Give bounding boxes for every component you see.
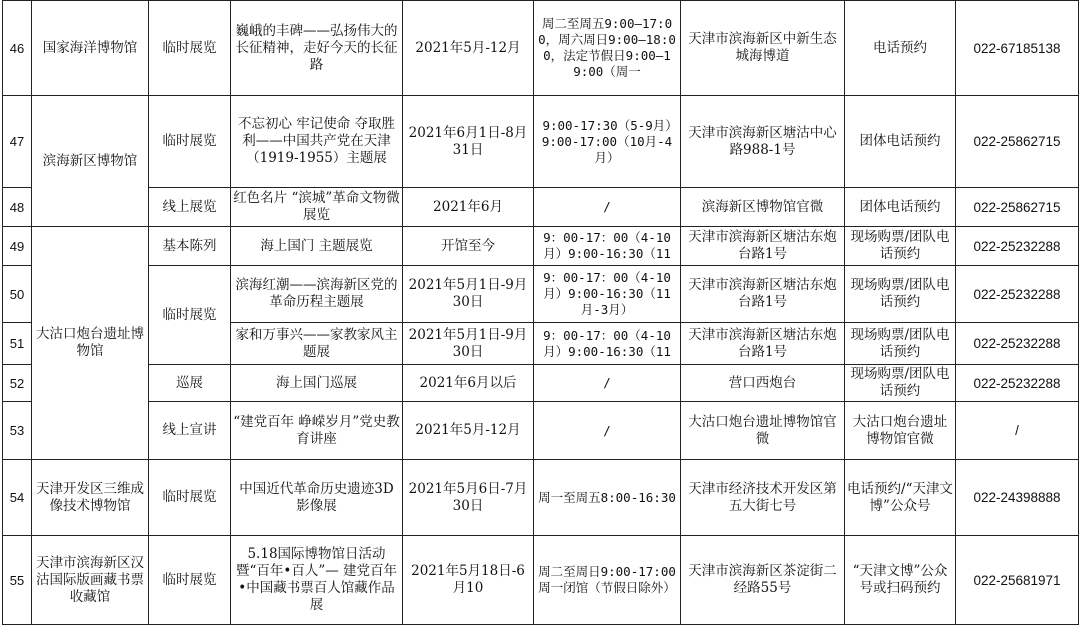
museum-name: 大沽口炮台遗址博物馆 xyxy=(32,227,149,460)
museum-name: 天津市滨海新区汉沽国际版画藏书票收藏馆 xyxy=(32,536,149,625)
contact-phone: 022-25862715 xyxy=(956,188,1079,227)
contact-phone: 022-25232288 xyxy=(956,323,1079,365)
table-row xyxy=(3,1,1079,96)
table-row xyxy=(3,227,1079,266)
booking-method: 现场购票/团队电话预约 xyxy=(845,227,956,266)
booking-method: 电话预约/“天津文博”公众号 xyxy=(845,460,956,536)
address: 大沽口炮台遗址博物馆官微 xyxy=(681,402,845,460)
exhibition-type: 临时展览 xyxy=(149,266,231,365)
booking-method: 团体电话预约 xyxy=(845,188,956,227)
contact-phone: 022-25232288 xyxy=(956,227,1079,266)
opening-hours: 9：00-17：00（4-10月）9:00-16:30（11月-3月） xyxy=(534,266,681,323)
exhibition-type: 临时展览 xyxy=(149,460,231,536)
exhibition-period: 2021年5月1日-9月30日 xyxy=(403,323,534,365)
contact-phone: / xyxy=(956,402,1079,460)
exhibition-title: 红色名片 “滨城”革命文物微展览 xyxy=(231,188,403,227)
table-row xyxy=(3,266,1079,323)
exhibition-period: 2021年5月-12月 xyxy=(403,1,534,96)
table-row xyxy=(3,402,1079,460)
exhibition-period: 2021年6月 xyxy=(403,188,534,227)
row-number: 55 xyxy=(3,536,32,625)
contact-phone: 022-67185138 xyxy=(956,1,1079,96)
contact-phone: 022-25232288 xyxy=(956,365,1079,402)
opening-hours: / xyxy=(534,402,681,460)
exhibition-type: 临时展览 xyxy=(149,536,231,625)
table-row xyxy=(3,460,1079,536)
booking-method: 现场购票/团队电话预约 xyxy=(845,323,956,365)
exhibition-period: 2021年5月6日-7月30日 xyxy=(403,460,534,536)
exhibition-period: 2021年5月1日-9月30日 xyxy=(403,266,534,323)
address: 天津市滨海新区塘沽东炮台路1号 xyxy=(681,266,845,323)
opening-hours: 周二至周日9:00-17:00周一闭馆（节假日除外） xyxy=(534,536,681,625)
opening-hours: / xyxy=(534,188,681,227)
museum-name: 国家海洋博物馆 xyxy=(32,1,149,96)
address: 天津市滨海新区中新生态城海博道 xyxy=(681,1,845,96)
museum-name: 滨海新区博物馆 xyxy=(32,96,149,227)
row-number: 51 xyxy=(3,323,32,365)
opening-hours: 9：00-17：00（4-10月）9:00-16:30（11 xyxy=(543,327,671,359)
exhibition-title: 滨海红潮——滨海新区党的革命历程主题展 xyxy=(231,266,403,323)
exhibition-title: 海上国门巡展 xyxy=(231,365,403,402)
row-number: 50 xyxy=(3,266,32,323)
table-row xyxy=(3,365,1079,402)
table-row xyxy=(3,96,1079,188)
booking-method: 大沽口炮台遗址博物馆官微 xyxy=(845,402,956,460)
exhibition-period: 2021年5月-12月 xyxy=(403,402,534,460)
exhibition-period: 2021年6月以后 xyxy=(403,365,534,402)
exhibition-title: 不忘初心 牢记使命 夺取胜利——中国共产党在天津（1919-1955）主题展 xyxy=(231,96,403,188)
exhibition-title: “建党百年 峥嵘岁月”党史教育讲座 xyxy=(231,402,403,460)
exhibition-type: 基本陈列 xyxy=(149,227,231,266)
booking-method: 电话预约 xyxy=(845,1,956,96)
address: 营口西炮台 xyxy=(681,365,845,402)
row-number: 47 xyxy=(3,96,32,188)
booking-method: 现场购票/团队电话预约 xyxy=(845,266,956,323)
contact-phone: 022-25862715 xyxy=(956,96,1079,188)
exhibition-title: 中国近代革命历史遗迹3D影像展 xyxy=(231,460,403,536)
opening-hours: 周一至周五8:00-16:30 xyxy=(534,460,681,536)
booking-method: 团体电话预约 xyxy=(845,96,956,188)
exhibition-title: 海上国门 主题展览 xyxy=(231,227,403,266)
address: 天津市滨海新区塘沽中心路988-1号 xyxy=(681,96,845,188)
exhibition-type: 线上展览 xyxy=(149,188,231,227)
opening-hours: 周二至周五9:00—17:00，周六周日9:00—18:00，法定节假日9:00—19:00（周一 xyxy=(538,16,676,79)
opening-hours: / xyxy=(534,365,681,402)
booking-method: “天津文博”公众号或扫码预约 xyxy=(845,536,956,625)
exhibition-period: 开馆至今 xyxy=(403,227,534,266)
contact-phone: 022-25681971 xyxy=(956,536,1079,625)
contact-phone: 022-25232288 xyxy=(956,266,1079,323)
exhibition-type: 临时展览 xyxy=(149,96,231,188)
address: 天津市经济技术开发区第五大街七号 xyxy=(681,460,845,536)
opening-hours: 9：00-17：00（4-10月）9:00-16:30（11 xyxy=(543,230,671,261)
exhibition-period: 2021年6月1日-8月31日 xyxy=(403,96,534,188)
exhibition-type: 巡展 xyxy=(149,365,231,402)
address: 天津市滨海新区塘沽东炮台路1号 xyxy=(681,227,845,266)
exhibition-table xyxy=(2,0,1079,625)
row-number: 52 xyxy=(3,365,32,402)
address: 天津市滨海新区茶淀街二经路55号 xyxy=(681,536,845,625)
exhibition-title: 巍峨的丰碑——弘扬伟大的长征精神，走好今天的长征路 xyxy=(231,1,403,96)
museum-name: 天津开发区三维成像技术博物馆 xyxy=(32,460,149,536)
address: 滨海新区博物馆官微 xyxy=(681,188,845,227)
row-number: 48 xyxy=(3,188,32,227)
exhibition-type: 线上宣讲 xyxy=(149,402,231,460)
booking-method: 现场购票/团队电话预约 xyxy=(845,365,956,402)
table-row xyxy=(3,536,1079,625)
row-number: 53 xyxy=(3,402,32,460)
exhibition-title: 5.18国际博物馆日活动暨“百年•百人”— 建党百年•中国藏书票百人馆藏作品展 xyxy=(231,536,403,625)
exhibition-title: 家和万事兴——家教家风主题展 xyxy=(231,323,403,365)
exhibition-type: 临时展览 xyxy=(149,1,231,96)
opening-hours: 9:00-17:30（5-9月） 9:00-17:00（10月-4月） xyxy=(534,96,681,188)
contact-phone: 022-24398888 xyxy=(956,460,1079,536)
table-row xyxy=(3,188,1079,227)
row-number: 46 xyxy=(3,1,32,96)
row-number: 49 xyxy=(3,227,32,266)
address: 天津市滨海新区塘沽东炮台路1号 xyxy=(681,323,845,365)
row-number: 54 xyxy=(3,460,32,536)
exhibition-period: 2021年5月18日-6月10 xyxy=(403,536,534,625)
